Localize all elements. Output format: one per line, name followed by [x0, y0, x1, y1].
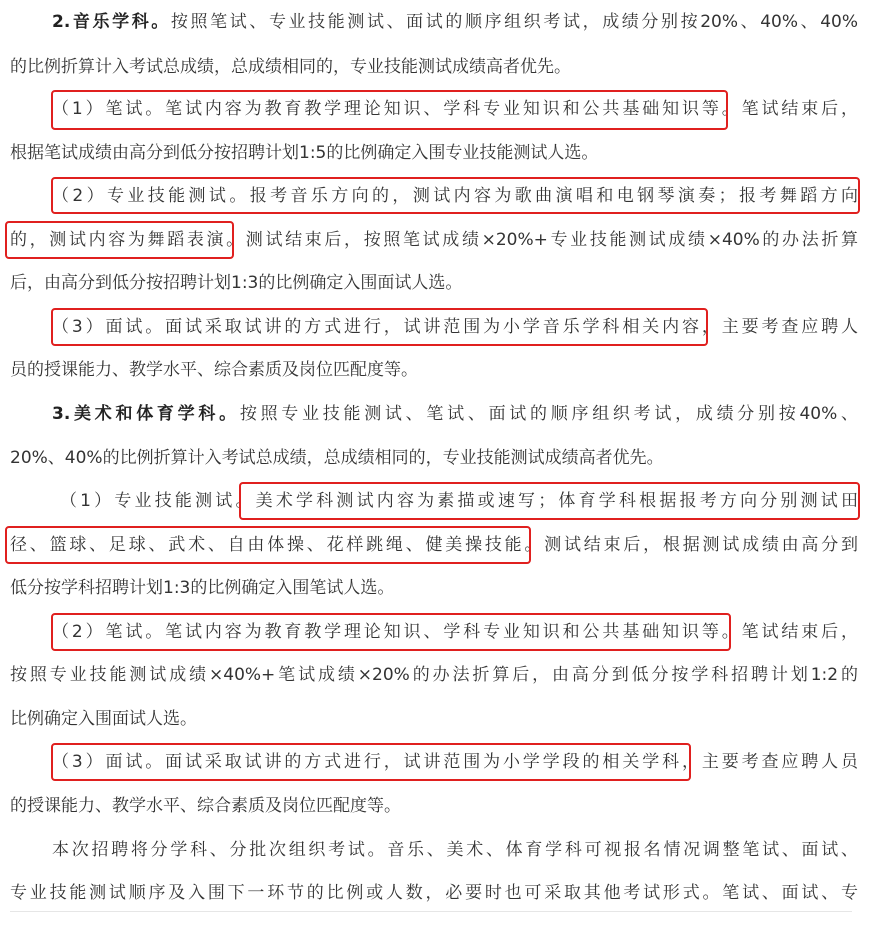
text-line: 20%、40%的比例折算计入考试总成绩，总成绩相同的，专业技能测试成绩高者优先。	[10, 448, 664, 468]
text-line: 专业技能测试顺序及入围下一环节的比例或人数，必要时也可采取其他考试形式。笔试、面试、专	[10, 883, 858, 903]
text-line: 本次招聘将分学科、分批次组织考试。音乐、美术、体育学科可视报名情况调整笔试、面试、	[52, 840, 858, 860]
text-line: 低分按学科招聘计划1:3的比例确定入围笔试人选。	[10, 578, 395, 598]
section-heading-music: 2.音乐学科。	[52, 12, 171, 32]
text-line: （2）专业技能测试。报考音乐方向的，测试内容为歌曲演唱和电钢琴演奏；报考舞蹈方向	[52, 186, 858, 206]
text-line: 根据笔试成绩由高分到低分按招聘计划1:5的比例确定入围专业技能测试人选。	[10, 143, 599, 163]
text-line: 的授课能力、教学水平、综合素质及岗位匹配度等。	[10, 796, 401, 816]
text-line: 员的授课能力、教学水平、综合素质及岗位匹配度等。	[10, 360, 418, 380]
text-line: （1）专业技能测试。美术学科测试内容为素描或速写；体育学科根据报考方向分别测试田	[60, 491, 858, 511]
text-line: 径、篮球、足球、武术、自由体操、花样跳绳、健美操技能。测试结束后，根据测试成绩由高分到	[10, 535, 858, 555]
text-line: 的，测试内容为舞蹈表演。测试结束后，按照笔试成绩×20%+专业技能测试成绩×40%的办法折算	[10, 230, 858, 250]
section-heading-art-pe: 3.美术和体育学科。	[52, 404, 240, 424]
text-line: （3）面试。面试采取试讲的方式进行，试讲范围为小学音乐学科相关内容，主要考查应聘人	[52, 317, 858, 337]
text-line: （1）笔试。笔试内容为教育教学理论知识、学科专业知识和公共基础知识等。笔试结束后，	[52, 99, 858, 119]
text-line: （2）笔试。笔试内容为教育教学理论知识、学科专业知识和公共基础知识等。笔试结束后，	[52, 622, 858, 642]
text-line: 按照专业技能测试成绩×40%+笔试成绩×20%的办法折算后，由高分到低分按学科招聘计划1:2的	[10, 665, 858, 685]
paragraph-music-heading	[52, 12, 858, 32]
text-line: 按照笔试、专业技能测试、面试的顺序组织考试，成绩分别按20%、40%、40%	[170, 12, 858, 32]
text-line: 后，由高分到低分按招聘计划1:3的比例确定入围面试人选。	[10, 273, 463, 293]
text-line: 的比例折算计入考试总成绩，总成绩相同的，专业技能测试成绩高者优先。	[10, 57, 571, 77]
text-line: （3）面试。面试采取试讲的方式进行，试讲范围为小学学段的相关学科，主要考查应聘人员	[52, 752, 858, 772]
divider	[10, 911, 852, 912]
text-line: 比例确定入围面试人选。	[10, 709, 197, 729]
text-line: 按照专业技能测试、笔试、面试的顺序组织考试，成绩分别按40%、	[239, 404, 858, 424]
paragraph-art-pe-heading	[52, 404, 858, 424]
